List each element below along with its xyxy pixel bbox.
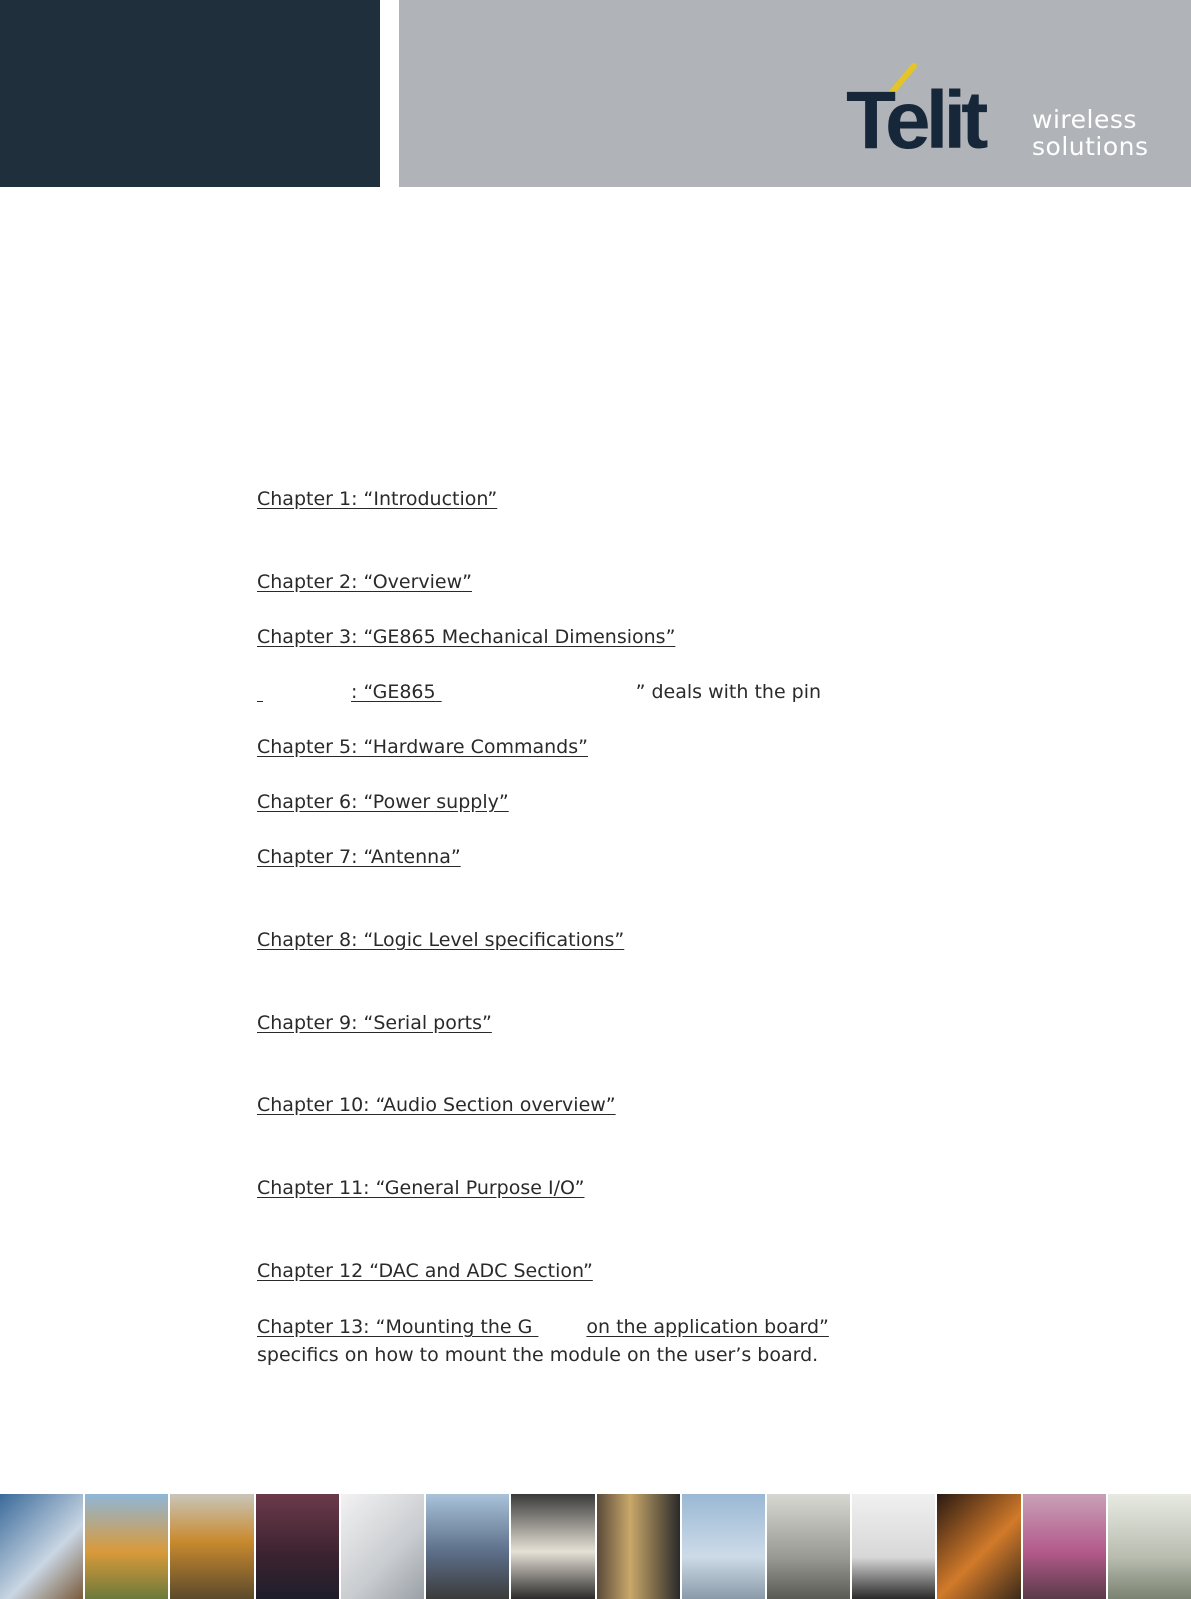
airplane-photo xyxy=(0,1494,85,1599)
toc-entry-chapter-8[interactable]: Chapter 8: “Logic Level specifications” xyxy=(257,929,625,951)
logo-tagline-line1: wireless xyxy=(1032,105,1137,134)
clock-board-photo xyxy=(256,1494,341,1599)
toc-entry-chapter-12[interactable]: Chapter 12 “DAC and ADC Section” xyxy=(257,1260,593,1282)
toc-entry-chapter-6[interactable]: Chapter 6: “Power supply” xyxy=(257,791,509,813)
header-gap xyxy=(380,0,399,187)
toc-entry-chapter-4-label: : “GE865 xyxy=(351,681,436,703)
logo-tagline-line2: solutions xyxy=(1032,132,1149,161)
wind-turbines-photo xyxy=(682,1494,767,1599)
toc-entry-chapter-13-label-a: Chapter 13: “Mounting the G xyxy=(257,1316,533,1338)
keyboard-photo xyxy=(341,1494,426,1599)
security-camera-photo xyxy=(1108,1494,1191,1599)
toc-entry-chapter-9[interactable]: Chapter 9: “Serial ports” xyxy=(257,1012,492,1034)
toc-entry-chapter-4-tail: ” deals with the pin xyxy=(635,681,822,703)
toc-entry-chapter-13-label-b: on the application board” xyxy=(586,1316,829,1338)
toc-entry-chapter-10[interactable]: Chapter 10: “Audio Section overview” xyxy=(257,1094,616,1116)
mobile-photo xyxy=(852,1494,937,1599)
lights-photo xyxy=(937,1494,1022,1599)
logo-wordmark: Telit xyxy=(846,75,984,166)
toc-entry-chapter-4[interactable] xyxy=(257,681,821,703)
cyclist-photo xyxy=(426,1494,511,1599)
toc-entry-chapter-11[interactable]: Chapter 11: “General Purpose I/O” xyxy=(257,1177,585,1199)
toc-entry-chapter-2[interactable]: Chapter 2: “Overview” xyxy=(257,571,472,593)
utility-meter-photo xyxy=(767,1494,852,1599)
toc-entry-chapter-3[interactable]: Chapter 3: “GE865 Mechanical Dimensions” xyxy=(257,626,676,648)
toc-entry-chapter-7[interactable]: Chapter 7: “Antenna” xyxy=(257,846,461,868)
image-strip xyxy=(0,1494,1191,1599)
toc-entry-chapter-5[interactable]: Chapter 5: “Hardware Commands” xyxy=(257,736,588,758)
toc-entry-chapter-1[interactable]: Chapter 1: “Introduction” xyxy=(257,488,498,510)
cards-photo xyxy=(511,1494,596,1599)
toc-entry-chapter-13[interactable] xyxy=(257,1316,829,1338)
toc-entry-chapter-13-description: specifics on how to mount the module on the user’s board. xyxy=(257,1344,819,1366)
shelves-photo xyxy=(1023,1494,1108,1599)
train-photo xyxy=(170,1494,255,1599)
logo-tagline xyxy=(1032,106,1149,160)
header-dark-panel xyxy=(0,0,380,187)
phone-booth-photo xyxy=(85,1494,170,1599)
telit-logo xyxy=(840,60,1160,170)
vending-machine-photo xyxy=(597,1494,682,1599)
